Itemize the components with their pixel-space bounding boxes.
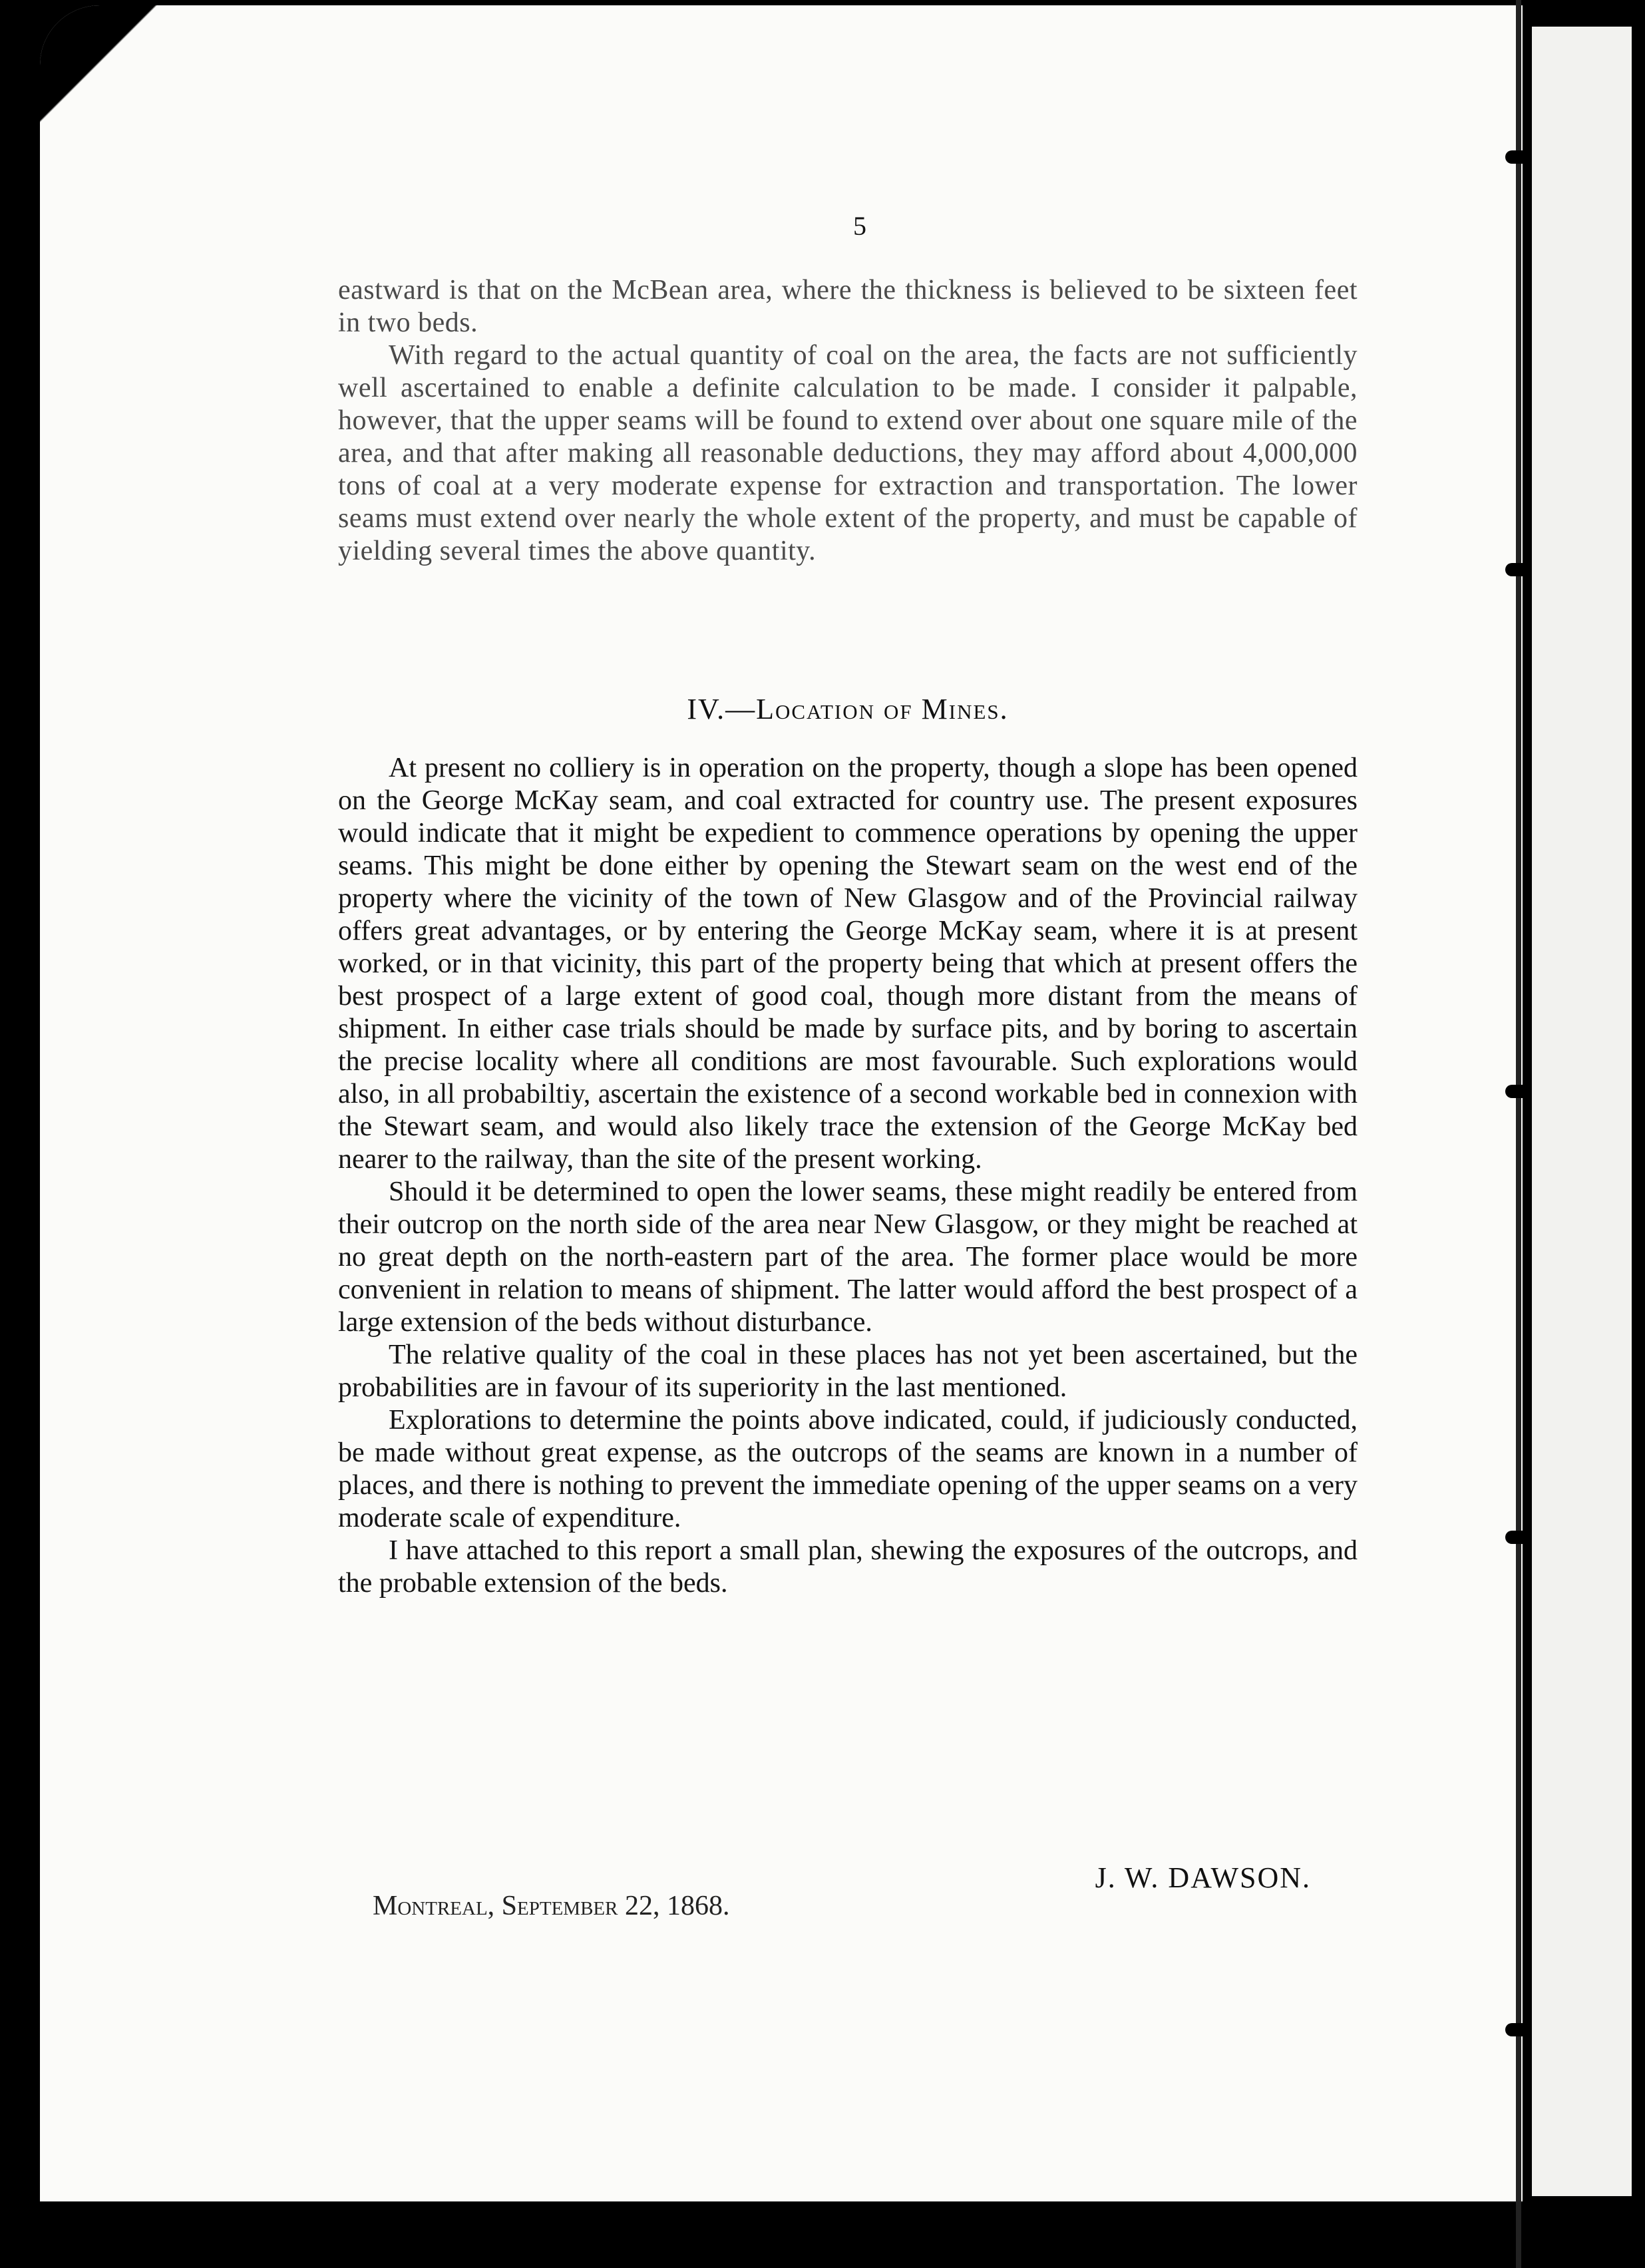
- binding-stitch: [1505, 2023, 1529, 2036]
- page-corner-fold: [40, 5, 160, 125]
- page-gutter: [1523, 0, 1532, 2268]
- author-signature: J. W. DAWSON.: [1095, 1861, 1311, 1894]
- binding-stitch: [1505, 1531, 1529, 1544]
- paragraph: Should it be determined to open the lower seams, these might readily be entered from their outcrop on the north side of the area near New Glasgow, or they might be reached at no great depth on the north-eastern part of the area. The former place would be more convenient in relation to means of shipment. The latter would afford the best prospect of a large extension of the beds without disturbance.: [338, 1177, 1358, 1338]
- paragraph: eastward is that on the McBean area, where the thickness is believed to be sixteen feet in two beds.: [338, 275, 1358, 338]
- binding-stitch: [1505, 563, 1529, 576]
- section-body: [338, 752, 1358, 1600]
- paragraph: Explorations to determine the points above indicated, could, if judiciously conducted, be made without great expense, as the outcrops of the seams are known in a number of places, and there is nothing to prevent the immediate opening of the upper seams on a very moderate scale of expenditure.: [338, 1405, 1358, 1533]
- paragraph: I have attached to this report a small plan, shewing the exposures of the outcrops, and the probable extension of the beds.: [338, 1535, 1358, 1599]
- continued-text: [338, 274, 1358, 568]
- paragraph: The relative quality of the coal in these places has not yet been ascertained, but the probabilities are in favour of its superiority in the last mentioned.: [338, 1340, 1358, 1403]
- binding-spine: [1516, 0, 1521, 2268]
- section-heading: IV.—Location of Mines.: [687, 693, 1009, 725]
- binding-stitch: [1505, 150, 1529, 164]
- dateline: Montreal, September 22, 1868.: [373, 1891, 730, 1921]
- adjacent-page-edge: [1532, 27, 1632, 2196]
- paragraph: With regard to the actual quantity of coal on the area, the facts are not sufficiently well ascertained to enable a definite calculation to be made. I consider it palpable, however, that the upper seams will be found to extend over about one square mile of the area, and that after making all reasonable deductions, they may afford about 4,000,000 tons of coal at a very moderate expense for extraction and transportation. The lower seams must extend over nearly the whole extent of the property, and must be capable of yielding several times the above quantity.: [338, 340, 1358, 566]
- binding-stitch: [1505, 1085, 1529, 1098]
- page-number: 5: [853, 211, 866, 241]
- paragraph: At present no colliery is in operation on the property, though a slope has been opened on the George McKay seam, and coal extracted for country use. The present exposures would indicate that it might be expedient to commence operations by opening the upper seams. This might be done either by opening the Stewart seam on the west end of the property where the vicinity of the town of New Glasgow and of the Provincial railway offers great advantages, or by entering the George McKay seam, where it is at present worked, or in that vicinity, this part of the property being that which at present offers the best prospect of a large extent of good coal, though more distant from the means of shipment. In either case trials should be made by surface pits, and by boring to ascertain the precise locality where all conditions are most favourable. Such explorations would also, in all probabiltiy, ascertain the existence of a second workable bed in connexion with the Stewart seam, and would also likely trace the extension of the George McKay bed nearer to the railway, than the site of the present working.: [338, 753, 1358, 1175]
